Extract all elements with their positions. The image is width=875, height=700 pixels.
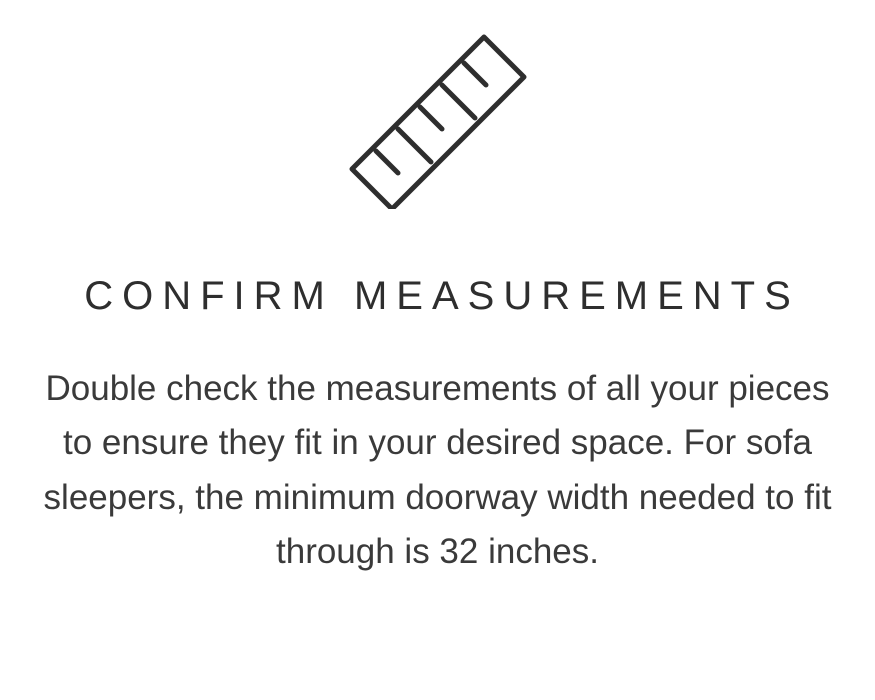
body-text: Double check the measurements of all your pieces to ensure they fit in your desired space. For sofa sleepers, the minimum doorway width needed to fit through is 32 inches.	[43, 369, 832, 571]
ruler-icon-container	[0, 24, 875, 214]
page-title: CONFIRM MEASUREMENTS	[84, 274, 800, 318]
ruler-icon	[343, 29, 533, 209]
